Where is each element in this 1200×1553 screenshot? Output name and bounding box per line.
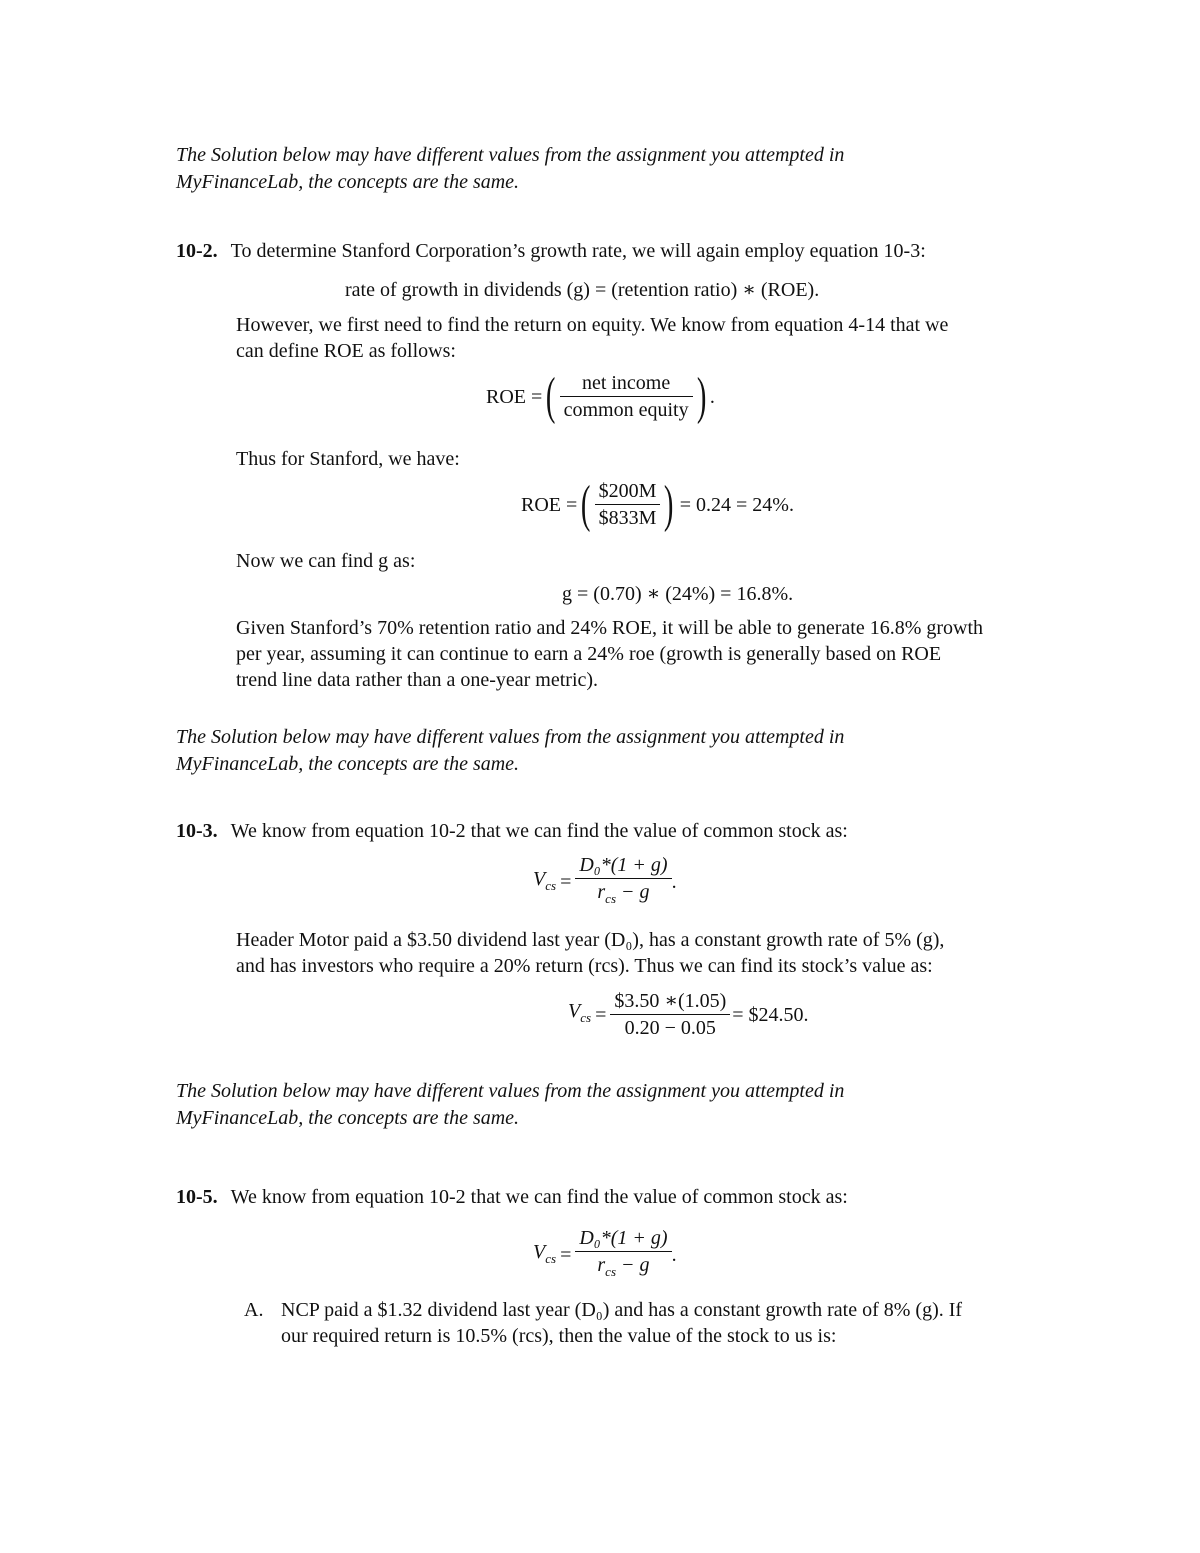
calc-result: = $24.50. [732,1003,809,1026]
calc-denominator: 0.20 − 0.05 [610,1014,730,1041]
problem-10-3-header [176,818,848,844]
formula-fraction [575,852,671,912]
equals-sign: = [560,871,572,893]
stock-value-formula [533,1225,677,1285]
solution-note-line1: The Solution below may have different values from the assignment you attempted in [176,1080,845,1102]
roe-numerator: net income [581,372,671,394]
roe-denominator: common equity [560,396,693,423]
thus-line: Thus for Stanford, we have: [236,448,460,470]
right-paren: ) [696,367,707,425]
problem-intro: We know from equation 10-2 that we can find the value of common stock as: [230,1186,848,1208]
calc-lhs: $V_{cs}$ [568,1000,592,1025]
formula-numerator: D₀*(1 + g) [579,854,668,876]
problem-intro: We know from equation 10-2 that we can find the value of common stock as: [230,820,848,842]
solution-note-line1: The Solution below may have different values from the assignment you attempted in [176,144,845,166]
roe2-label: ROE = [521,493,578,516]
roe-calculation [521,475,794,533]
right-paren: ) [664,475,674,533]
problem-10-5-header [176,1184,848,1210]
part-a-label: A. [244,1299,264,1321]
roe2-denominator: $833M [595,504,661,531]
growth-equation: rate of growth in dividends (g) = (retention ratio) ∗ (ROE). [345,279,820,301]
formula-lhs: $V_{cs}$ [533,1240,557,1266]
given-line3: trend line data rather than a one-year metric). [236,669,599,691]
now-find-line: Now we can find g as: [236,550,416,572]
roe-label: ROE = [486,385,543,408]
stock-value-formula [533,852,677,912]
left-paren: ( [581,475,591,533]
formula-fraction [575,1225,671,1285]
solution-note-line2: MyFinanceLab, the concepts are the same. [176,753,520,775]
calc-fraction [610,988,730,1041]
g-equation: g = (0.70) ∗ (24%) = 16.8%. [562,583,794,605]
formula-lhs: $V_{cs}$ [533,867,557,893]
stock-value-calculation [568,988,809,1041]
formula-period: . [671,1244,677,1266]
calc-numerator: $3.50 ∗(1.05) [614,990,727,1012]
part-a-line1: NCP paid a $1.32 dividend last year (D₀) and has a constant growth rate of 8% (g). If [281,1299,963,1321]
header-motor-line1: Header Motor paid a $3.50 dividend last year (D₀), has a constant growth rate of 5% (g), [236,929,945,951]
roe2-fraction [595,478,661,531]
given-line1: Given Stanford’s 70% retention ratio and 24% ROE, it will be able to generate 16.8% growth [236,617,984,639]
roe-definition [486,367,715,425]
problem-10-2-header [176,238,926,264]
solution-note-line2: MyFinanceLab, the concepts are the same. [176,171,520,193]
solution-note-line1: The Solution below may have different values from the assignment you attempted in [176,726,845,748]
problem-number: 10-5. [176,1186,218,1208]
problem-number: 10-2. [176,240,218,262]
roe-fraction [560,370,693,423]
roe-period: . [709,385,715,408]
formula-denominator: $r_{cs} - g$ [575,878,671,912]
formula-period: . [671,871,677,893]
part-a-line2: our required return is 10.5% (rcs), then the value of the stock to us is: [281,1325,837,1347]
equals-sign: = [595,1003,607,1026]
left-paren: ( [546,367,556,425]
formula-denominator: $r_{cs} - g$ [575,1251,671,1285]
solution-note-line2: MyFinanceLab, the concepts are the same. [176,1107,520,1129]
however-line2: can define ROE as follows: [236,340,456,362]
formula-numerator: D₀*(1 + g) [579,1227,668,1249]
problem-number: 10-3. [176,820,218,842]
given-line2: per year, assuming it can continue to earn a 24% roe (growth is generally based on ROE [236,643,942,665]
roe2-numerator: $200M [598,480,657,502]
header-motor-line2: and has investors who require a 20% return (rcs). Thus we can find its stock’s value as: [236,955,933,977]
equals-sign: = [560,1244,572,1266]
problem-intro: To determine Stanford Corporation’s growth rate, we will again employ equation 10-3: [230,240,926,262]
roe2-result: = 0.24 = 24%. [679,493,794,516]
however-line1: However, we first need to find the return on equity. We know from equation 4-14 that we [236,314,949,336]
